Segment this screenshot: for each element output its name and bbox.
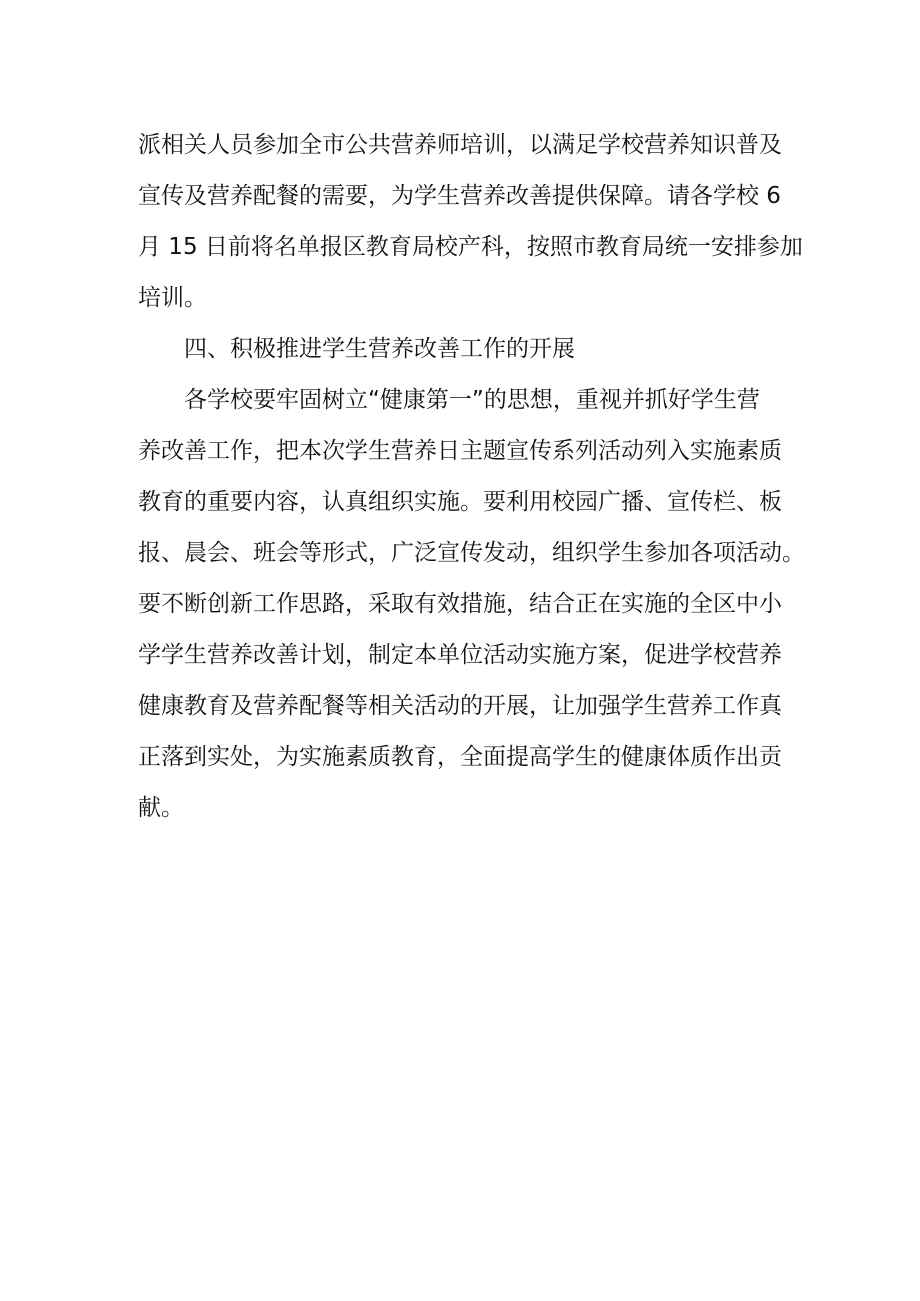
text-line: 献。 xyxy=(138,795,184,821)
text-line: 各学校要牢固树立“健康第一”的思想，重视并抓好学生营 xyxy=(184,387,760,413)
text-line: 月 15 日前将名单报区教育局校产科，按照市教育局统一安排参加 xyxy=(138,234,803,260)
text-line: 养改善工作，把本次学生营养日主题宣传系列活动列入实施素质 xyxy=(138,438,782,464)
section-heading xyxy=(138,324,810,375)
section-heading-text: 四、积极推进学生营养改善工作的开展 xyxy=(184,336,575,362)
text-line: 宣传及营养配餐的需要，为学生营养改善提供保障。请各学校 6 xyxy=(138,183,781,209)
text-line: 报、晨会、班会等形式，广泛宣传发动，组织学生参加各项活动。 xyxy=(138,540,805,566)
text-line: 培训。 xyxy=(138,285,207,311)
document-body xyxy=(138,120,810,834)
text-line: 派相关人员参加全市公共营养师培训，以满足学校营养知识普及 xyxy=(138,132,782,158)
text-line: 正落到实处，为实施素质教育，全面提高学生的健康体质作出贡 xyxy=(138,744,782,770)
paragraph-body xyxy=(138,375,810,834)
text-line: 要不断创新工作思路，采取有效措施，结合正在实施的全区中小 xyxy=(138,591,782,617)
paragraph-continuation xyxy=(138,120,810,324)
text-line: 健康教育及营养配餐等相关活动的开展，让加强学生营养工作真 xyxy=(138,693,782,719)
text-line: 学学生营养改善计划，制定本单位活动实施方案，促进学校营养 xyxy=(138,642,782,668)
text-line: 教育的重要内容，认真组织实施。要利用校园广播、宣传栏、板 xyxy=(138,489,782,515)
